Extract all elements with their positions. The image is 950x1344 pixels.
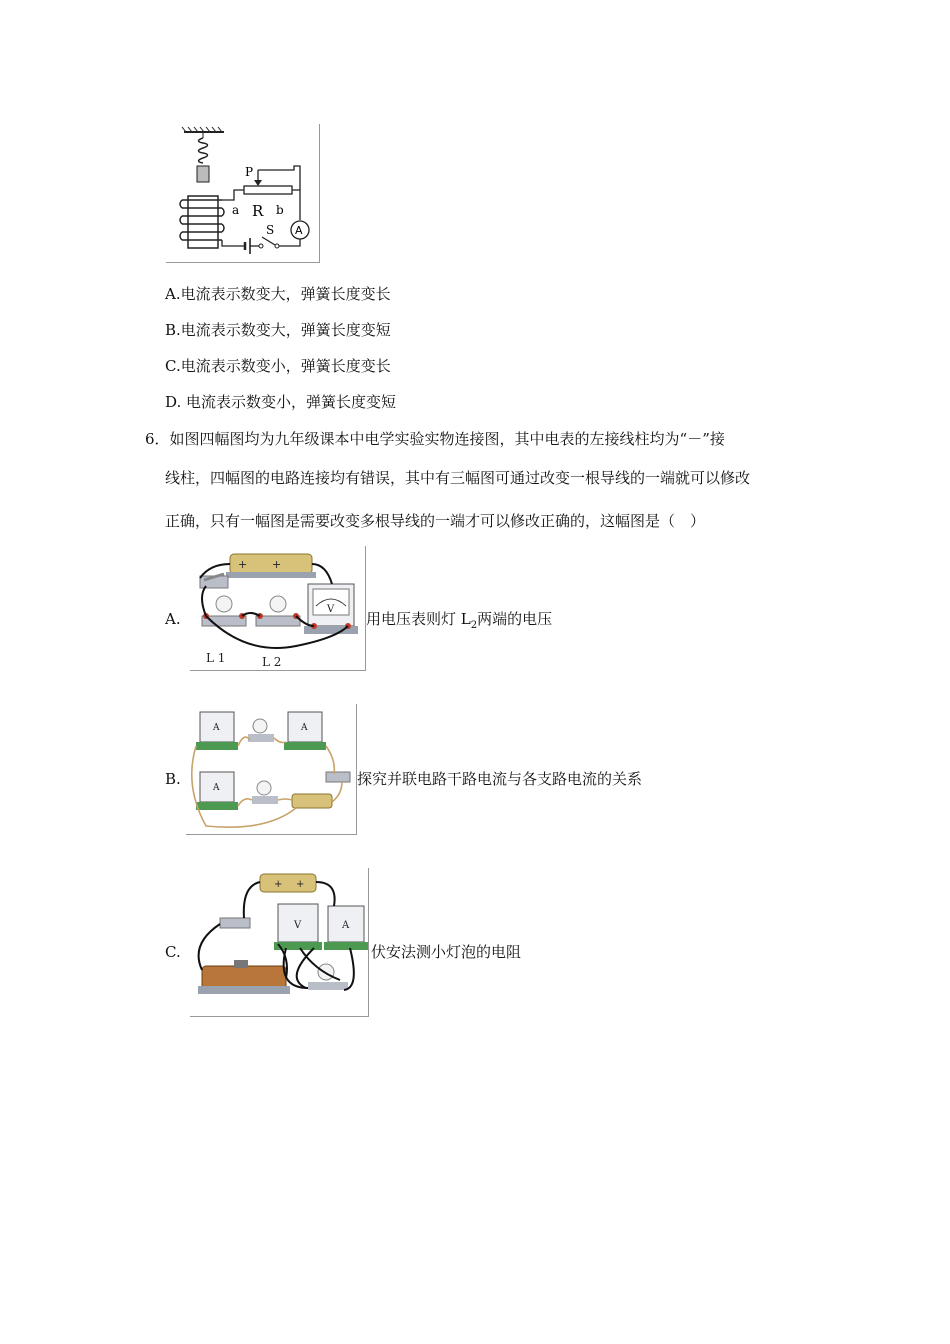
q6-option-c-caption: 伏安法测小灯泡的电阻 xyxy=(371,943,522,961)
caption-a-pre: 用电压表则灯 L xyxy=(366,610,471,628)
circuit-photo-b xyxy=(186,704,356,834)
q5-option-d[interactable]: D. 电流表示数变小，弹簧长度变短 xyxy=(165,393,397,411)
q6-stem-line3: 正确，只有一幅图是需要改变多根导线的一端才可以修改正确的，这幅图是（ ） xyxy=(165,512,706,530)
circuit-photo-c xyxy=(190,868,368,1016)
ammeter-1-label: A xyxy=(213,723,220,733)
label-b: b xyxy=(276,203,284,217)
svg-text:+: + xyxy=(296,879,305,890)
svg-text:+: + xyxy=(272,558,282,571)
q6-option-b-letter[interactable]: B. xyxy=(165,770,181,788)
label-l2: L 2 xyxy=(262,655,282,669)
q6-option-a-caption xyxy=(366,609,552,636)
svg-text:+: + xyxy=(238,558,248,571)
ammeter-3-label: A xyxy=(213,783,220,793)
voltmeter-label: V xyxy=(327,604,335,615)
q6-option-b-figure xyxy=(186,704,357,835)
svg-text:+: + xyxy=(274,879,283,890)
q5-circuit-figure xyxy=(166,124,320,263)
voltmeter-c-label: V xyxy=(294,920,302,931)
q6-option-a-figure xyxy=(190,546,366,671)
caption-a-post: 两端的电压 xyxy=(477,610,553,628)
label-ammeter: A xyxy=(295,224,303,237)
ammeter-2-label: A xyxy=(301,723,308,733)
circuit-photo-a xyxy=(190,546,365,670)
label-s: S xyxy=(266,223,275,237)
q5-circuit-diagram xyxy=(166,124,319,262)
label-r: R xyxy=(252,202,264,220)
q6-option-c-figure xyxy=(190,868,369,1017)
q5-option-b[interactable]: B.电流表示数变大，弹簧长度变短 xyxy=(165,321,391,339)
label-p: P xyxy=(245,165,254,179)
q5-option-a[interactable]: A.电流表示数变大，弹簧长度变长 xyxy=(165,285,391,303)
q6-option-a-letter[interactable]: A. xyxy=(165,610,181,628)
q6-stem-line2: 线柱，四幅图的电路连接均有错误，其中有三幅图可通过改变一根导线的一端就可以修改 xyxy=(165,469,751,487)
q5-option-c[interactable]: C.电流表示数变小，弹簧长度变长 xyxy=(165,357,391,375)
label-a: a xyxy=(232,203,240,217)
ammeter-c-label: A xyxy=(342,920,350,931)
label-l1: L 1 xyxy=(206,651,226,665)
q6-option-c-letter[interactable]: C. xyxy=(165,943,181,961)
q6-option-b-caption: 探究并联电路干路电流与各支路电流的关系 xyxy=(357,770,643,788)
q6-stem-line1: 6．如图四幅图均为九年级课本中电学实验实物连接图，其中电表的左接线柱均为“－”接 xyxy=(145,430,725,448)
caption-a-sub: 2 xyxy=(470,620,478,631)
